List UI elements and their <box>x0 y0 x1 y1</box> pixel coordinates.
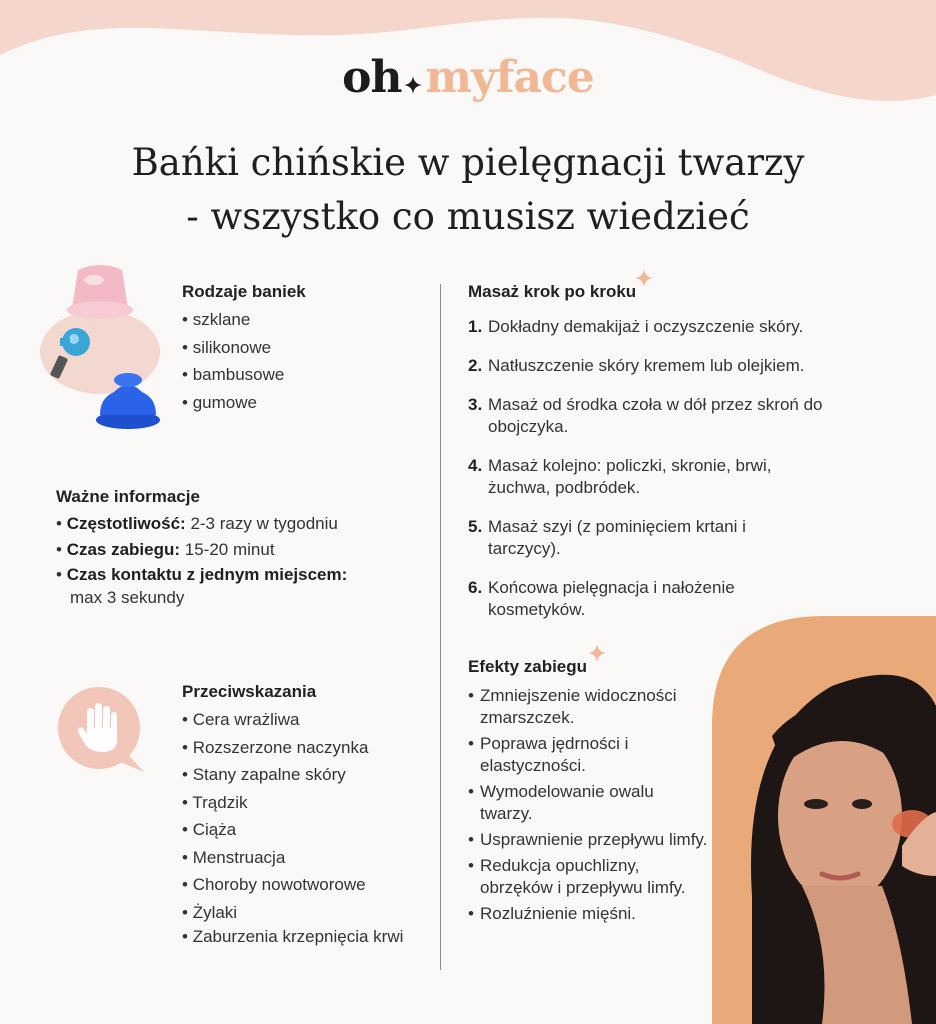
brand-part2: myface <box>425 52 594 103</box>
list-item: • Stany zapalne skóry <box>182 761 412 789</box>
effects-heading <box>468 657 587 677</box>
list-item: • Cera wrażliwa <box>182 706 412 734</box>
effects-section <box>468 657 728 929</box>
step-number: 2. <box>468 356 483 375</box>
brand-part1: oh <box>342 52 402 103</box>
list-item: • gumowe <box>182 389 306 417</box>
info-item <box>56 563 347 609</box>
list-item: • Żylaki <box>182 899 412 927</box>
sparkle-icon <box>403 55 423 106</box>
effect-text: Usprawnienie przepływu limfy. <box>480 830 708 849</box>
brand-logo <box>0 52 936 106</box>
list-item: • Wymodelowanie owalu twarzy. <box>468 781 728 825</box>
info-item <box>56 537 347 563</box>
effect-text: Poprawa jędrności i elastyczności. <box>480 734 629 775</box>
list-item: • Menstruacja <box>182 844 412 872</box>
contra-section <box>182 682 412 948</box>
list-item: • szklane <box>182 306 306 334</box>
massage-section <box>468 282 868 638</box>
step-item <box>468 355 868 377</box>
info-label: Czas kontaktu z jednym miejscem: <box>66 565 348 584</box>
list-item: • Redukcja opuchlizny, obrzęków i przepływu limfy. <box>468 855 728 899</box>
step-item <box>468 316 868 338</box>
effect-text: Wymodelowanie owalu twarzy. <box>480 782 654 823</box>
step-number: 4. <box>468 456 483 475</box>
list-item: • bambusowe <box>182 361 306 389</box>
step-number: 3. <box>468 395 483 414</box>
list-item: • Usprawnienie przepływu limfy. <box>468 829 728 851</box>
cups-illustration <box>30 260 170 435</box>
list-item: • Choroby nowotworowe <box>182 871 412 899</box>
title-line2: - wszystko co musisz wiedzieć <box>186 195 750 238</box>
step-number: 1. <box>468 317 483 336</box>
cup-pink-icon <box>67 265 133 319</box>
info-section <box>56 487 347 609</box>
stop-hand-icon <box>54 684 148 774</box>
massage-heading-text: Masaż krok po kroku <box>468 282 637 301</box>
effect-text: Redukcja opuchlizny, obrzęków i przepływu limfy. <box>480 856 686 897</box>
step-text: Końcowa pielęgnacja i nałożenie kosmetyków. <box>488 578 735 619</box>
list-item: • Poprawa jędrności i elastyczności. <box>468 733 728 777</box>
step-text: Natłuszczenie skóry kremem lub olejkiem. <box>488 356 805 375</box>
effects-heading-text: Efekty zabiegu <box>468 657 588 676</box>
step-number: 5. <box>468 517 483 536</box>
info-value: 15-20 minut <box>180 540 275 559</box>
info-label: Czas zabiegu: <box>66 540 181 559</box>
info-value: max 3 sekundy <box>70 588 185 607</box>
massage-heading <box>468 282 636 302</box>
step-text: Masaż od środka czoła w dół przez skroń do obojczyka. <box>488 395 823 436</box>
info-heading: Ważne informacje <box>56 487 200 506</box>
step-text: Dokładny demakijaż i oczyszczenie skóry. <box>488 317 804 336</box>
list-item: • silikonowe <box>182 334 306 362</box>
sparkle-icon <box>634 268 654 288</box>
types-section <box>182 282 306 416</box>
list-item: • Ciąża <box>182 816 412 844</box>
list-item: • Zaburzenia krzepnięcia krwi <box>182 926 412 948</box>
step-item <box>468 394 868 438</box>
step-item <box>468 455 868 499</box>
step-item <box>468 577 868 621</box>
step-item <box>468 516 868 560</box>
column-divider <box>440 284 441 970</box>
step-text: Masaż kolejno: policzki, skronie, brwi, żuchwa, podbródek. <box>488 456 772 497</box>
woman-portrait <box>712 616 936 1024</box>
step-text: Masaż szyi (z pominięciem krtani i tarczycy). <box>488 517 746 558</box>
page-title <box>0 136 936 244</box>
list-item: • Rozszerzone naczynka <box>182 734 412 762</box>
effect-text: Rozluźnienie mięśni. <box>480 904 636 923</box>
sparkle-icon <box>587 643 607 663</box>
title-line1: Bańki chińskie w pielęgnacji twarzy <box>131 141 805 184</box>
info-label: Częstotliwość: <box>66 514 186 533</box>
list-item: • Rozluźnienie mięśni. <box>468 903 728 925</box>
list-item: • Trądzik <box>182 789 412 817</box>
list-item: • Zmniejszenie widoczności zmarszczek. <box>468 685 728 729</box>
contra-heading: Przeciwskazania <box>182 682 317 701</box>
types-heading: Rodzaje baniek <box>182 282 306 301</box>
step-number: 6. <box>468 578 483 597</box>
effect-text: Zmniejszenie widoczności zmarszczek. <box>480 686 677 727</box>
info-item <box>56 511 347 537</box>
info-value: 2-3 razy w tygodniu <box>185 514 338 533</box>
